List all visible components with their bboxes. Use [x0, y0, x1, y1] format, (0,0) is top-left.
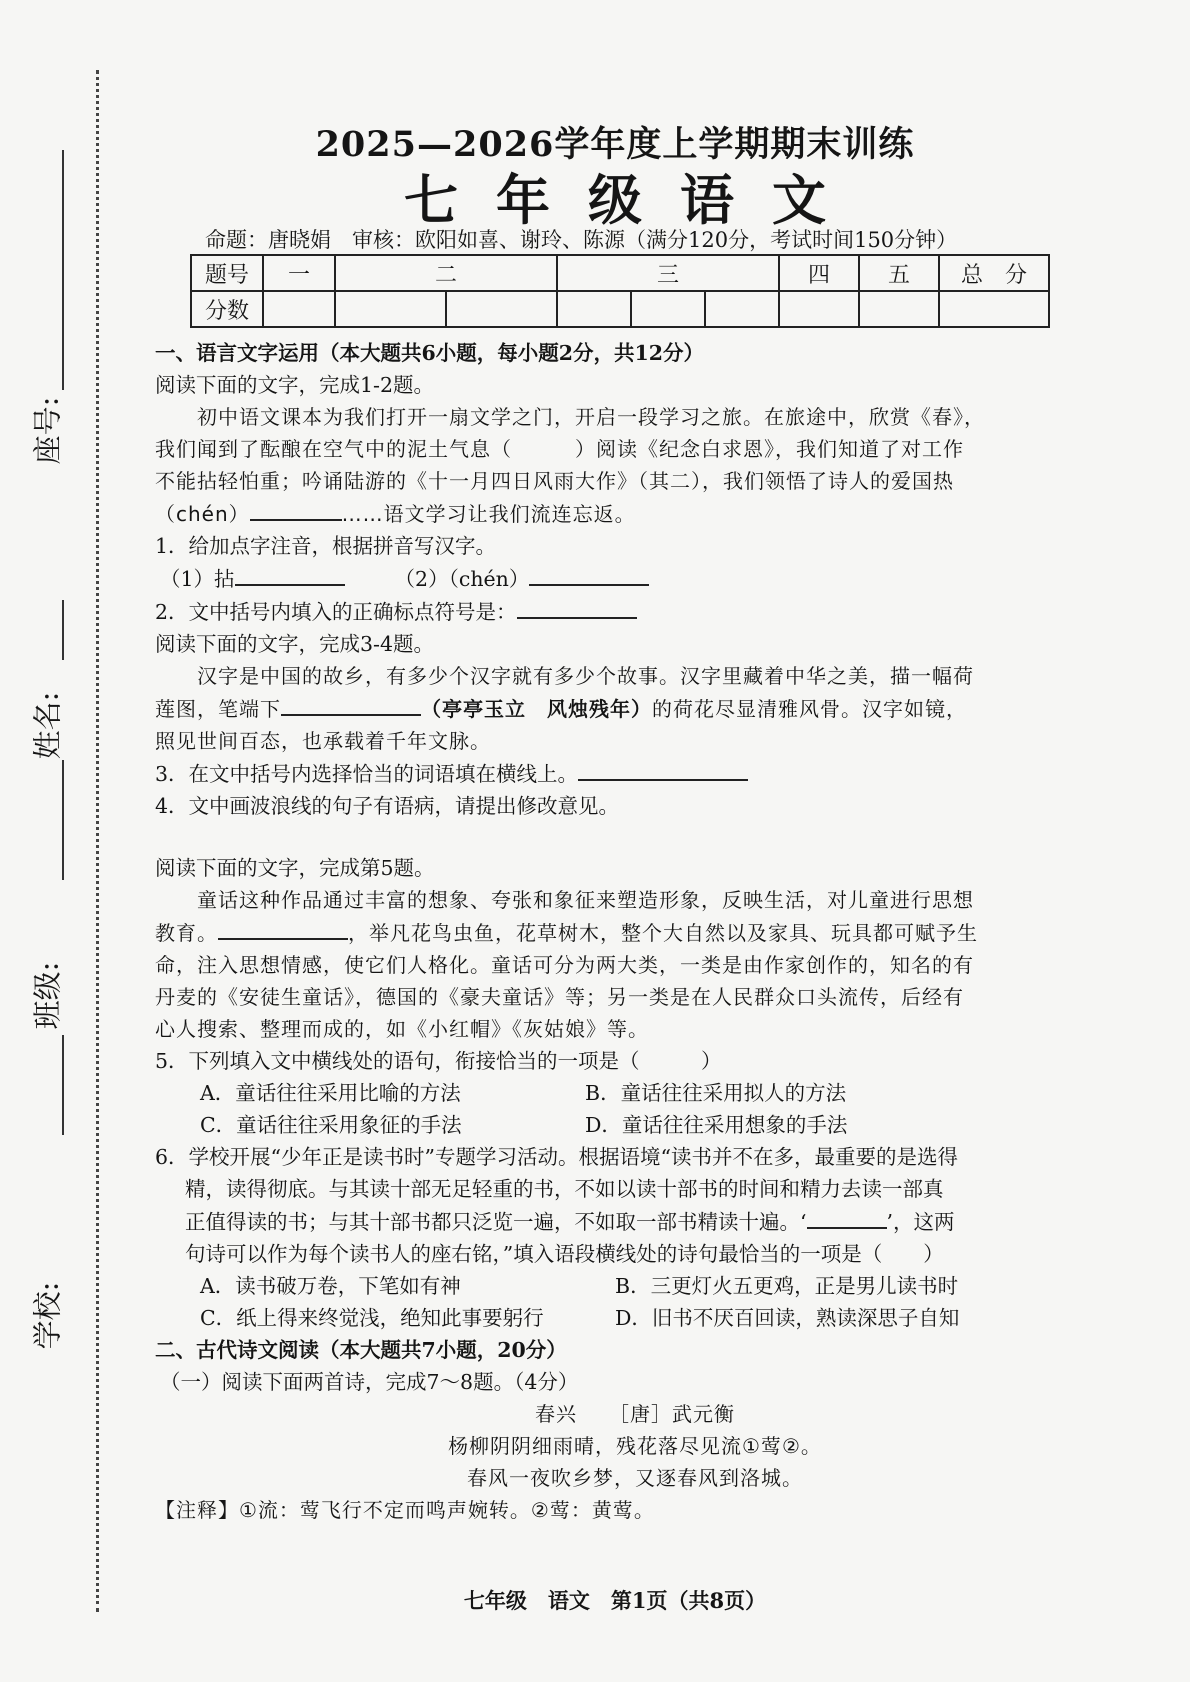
question-1: 1．给加点字注音，根据拼音写汉字。	[155, 534, 497, 558]
question-6-options	[155, 1270, 1075, 1302]
passage-text: 莲图，笔端下	[155, 697, 281, 721]
name-line[interactable]	[62, 600, 64, 660]
reading-instruction: 阅读下面的文字，完成3-4题。	[155, 632, 435, 656]
question-1-part-a: （1）拈	[160, 567, 235, 591]
passage-line: 不能拈轻怕重；吟诵陆游的《十一月四日风雨大作》（其二），我们领悟了诗人的爱国热	[155, 469, 954, 493]
answer-blank[interactable]	[529, 562, 649, 586]
school-label: 学校:	[30, 1281, 65, 1350]
score-table	[190, 254, 1050, 328]
passage-text: ……语文学习让我们流连忘返。	[341, 502, 636, 526]
question-1-parts	[155, 562, 1075, 595]
question-6-line: 精，读得彻底。与其读十部无足轻重的书，不如以读十部书的时间和精力去读一部真	[185, 1177, 944, 1201]
word-choice: （亭亭玉立 风烛残年）	[421, 697, 652, 721]
option-c[interactable]: C．童话往往采用象征的手法	[200, 1113, 462, 1137]
score-header-cell: 一	[263, 255, 335, 291]
option-b[interactable]: B．三更灯火五更鸡，正是男儿读书时	[615, 1274, 959, 1298]
score-cell[interactable]	[779, 291, 859, 327]
section1-heading: 一、语言文字运用（本大题共6小题，每小题2分，共12分）	[155, 341, 705, 365]
score-cell[interactable]	[557, 291, 631, 327]
score-cell[interactable]	[335, 291, 446, 327]
poem-note: 【注释】①流：莺飞行不定而鸣声婉转。②莺：黄莺。	[155, 1498, 655, 1522]
passage-text: ，举凡花鸟虫鱼，花草树木，整个大自然以及家具、玩具都可赋予生	[348, 921, 978, 945]
question-6-line: 句诗可以作为每个读书人的座右铭，”填入语段横线处的诗句最恰当的一项是（ ）	[185, 1242, 944, 1266]
class-line[interactable]	[62, 1035, 64, 1135]
question-2	[155, 595, 1075, 628]
passage-line: 汉字是中国的故乡，有多少个汉字就有多少个故事。汉字里藏着中华之美，描一幅荷	[197, 664, 974, 688]
question-1-part-b: （2）（chén）	[394, 567, 530, 591]
score-header-cell: 二	[335, 255, 557, 291]
score-header-cell: 三	[557, 255, 779, 291]
passage-line: 照见世间百态，也承载着千年文脉。	[155, 729, 491, 753]
passage-line: 我们闻到了酝酿在空气中的泥土气息（ ）阅读《纪念白求恩》，我们知道了对工作	[155, 437, 964, 461]
passage-line	[155, 916, 1075, 949]
pinyin: （chén）	[155, 502, 250, 526]
passage-line: 初中语文课本为我们打开一扇文学之门，开启一段学习之旅。在旅途中，欣赏《春》，	[197, 405, 985, 429]
exam-meta: 命题：唐晓娟 审核：欧阳如喜、谢玲、陈源（满分120分，考试时间150分钟）	[205, 228, 958, 252]
score-header-cell: 五	[859, 255, 939, 291]
answer-blank[interactable]	[281, 692, 421, 716]
question-4: 4．文中画波浪线的句子有语病，请提出修改意见。	[155, 794, 620, 818]
answer-blank[interactable]	[578, 757, 748, 781]
question-5-options	[155, 1077, 1075, 1109]
question-3-text: 3．在文中括号内选择恰当的词语填在横线上。	[155, 762, 579, 786]
page-footer: 七年级 语文 第1页（共8页）	[463, 1588, 767, 1613]
score-header-cell: 题号	[191, 255, 263, 291]
poem-line: 春风一夜吹乡梦，又逐春风到洛城。	[467, 1466, 803, 1490]
answer-blank[interactable]	[250, 497, 342, 521]
class-label: 班级:	[30, 961, 65, 1030]
score-cell[interactable]	[859, 291, 939, 327]
passage-line: 心人搜索、整理而成的，如《小红帽》《灰姑娘》等。	[155, 1017, 649, 1041]
question-6-line: 6．学校开展“少年正是读书时”专题学习活动。根据语境“读书并不在多，最重要的是选得	[155, 1145, 958, 1169]
seat-number-label: 座号:	[30, 396, 65, 465]
section2-subheading: （一）阅读下面两首诗，完成7～8题。（4分）	[160, 1370, 579, 1394]
score-header-cell: 总 分	[939, 255, 1049, 291]
score-cell[interactable]	[446, 291, 557, 327]
exam-body	[155, 337, 1075, 1526]
passage-line: 童话这种作品通过丰富的想象、夸张和象征来塑造形象，反映生活，对儿童进行思想	[197, 888, 974, 912]
option-d[interactable]: D．童话往往采用想象的手法	[585, 1113, 848, 1137]
passage-text: 教育。	[155, 921, 218, 945]
passage-line: 丹麦的《安徒生童话》，德国的《豪夫童话》等；另一类是在人民群众口头流传，后经有	[155, 985, 964, 1009]
passage-line	[155, 692, 1075, 725]
score-table-score-row	[191, 291, 1049, 327]
answer-blank[interactable]	[218, 916, 348, 940]
passage-line	[155, 497, 1075, 530]
question-6-line	[155, 1205, 1075, 1238]
passage-line: 命，注入思想情感，使它们人格化。童话可分为两大类，一类是由作家创作的，知名的有	[155, 953, 974, 977]
question-2-text: 2．文中括号内填入的正确标点符号是：	[155, 600, 517, 624]
question-6-text: ’，这两	[886, 1210, 955, 1234]
score-cell[interactable]	[705, 291, 779, 327]
passage-text: 的荷花尽显清雅风骨。汉字如镜，	[652, 697, 967, 721]
question-6-options	[155, 1302, 1075, 1334]
class-field	[6, 900, 86, 1100]
section2-heading: 二、古代诗文阅读（本大题共7小题，20分）	[155, 1338, 567, 1362]
name-line-lower[interactable]	[62, 760, 64, 880]
score-header-cell: 四	[779, 255, 859, 291]
subject-title: 七年级语文	[404, 168, 864, 232]
binding-dotted-line	[96, 70, 99, 1612]
option-a[interactable]: A．读书破万卷，下笔如有神	[200, 1274, 461, 1298]
name-field	[6, 600, 86, 800]
question-6-text: 正值得读的书；与其十部书都只泛览一遍，不如取一部书精读十遍。‘	[185, 1210, 807, 1234]
seat-number-line[interactable]	[62, 150, 64, 390]
poem-title: 春兴 ［唐］武元衡	[535, 1402, 735, 1426]
question-3	[155, 757, 1075, 790]
question-5: 5．下列填入文中横线处的语句，衔接恰当的一项是（ ）	[155, 1049, 722, 1073]
score-cell[interactable]	[263, 291, 335, 327]
poem-line: 杨柳阴阴细雨晴，残花落尽见流①莺②。	[448, 1434, 822, 1458]
school-field	[6, 1180, 86, 1380]
question-5-options	[155, 1109, 1075, 1141]
option-c[interactable]: C．纸上得来终觉浅，绝知此事要躬行	[200, 1306, 544, 1330]
answer-blank[interactable]	[807, 1205, 887, 1229]
name-label: 姓名:	[30, 691, 65, 760]
score-cell[interactable]	[631, 291, 705, 327]
score-row-label: 分数	[191, 291, 263, 327]
exam-title: 2025—2026学年度上学期期末训练	[315, 124, 915, 165]
option-a[interactable]: A．童话往往采用比喻的方法	[200, 1081, 461, 1105]
seat-number-field	[6, 150, 86, 465]
reading-instruction: 阅读下面的文字，完成第5题。	[155, 856, 435, 880]
option-b[interactable]: B．童话往往采用拟人的方法	[585, 1081, 847, 1105]
score-table-header-row	[191, 255, 1049, 291]
score-cell[interactable]	[939, 291, 1049, 327]
option-d[interactable]: D．旧书不厌百回读，熟读深思子自知	[615, 1306, 960, 1330]
answer-blank[interactable]	[517, 595, 637, 619]
reading-instruction: 阅读下面的文字，完成1-2题。	[155, 373, 435, 397]
answer-blank[interactable]	[235, 562, 345, 586]
